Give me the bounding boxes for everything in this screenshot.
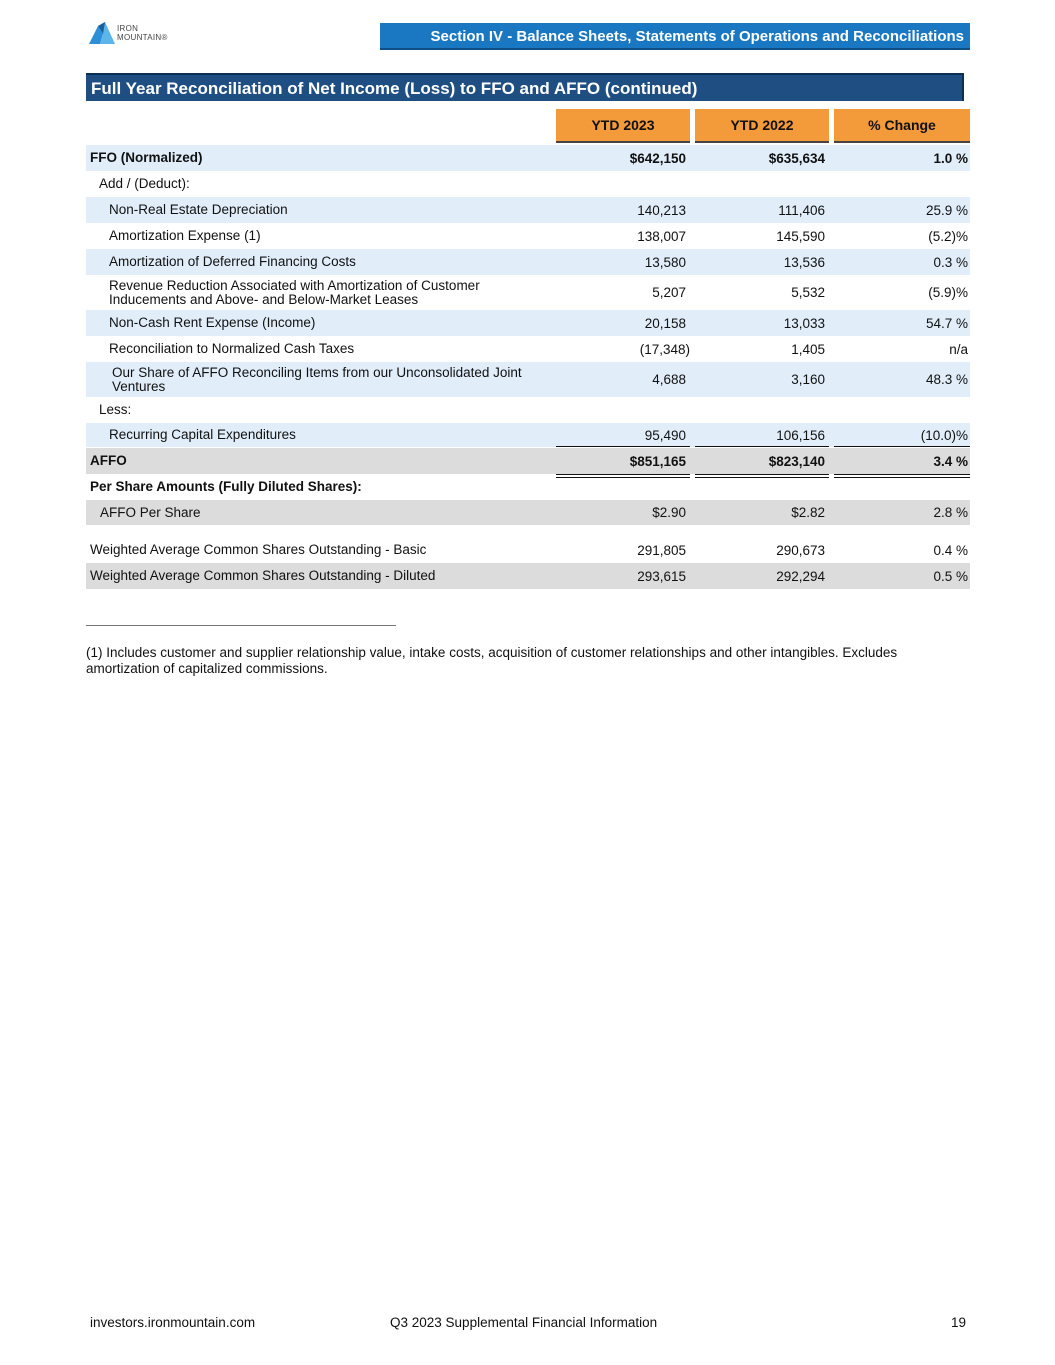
cell-ytd-2023: 95,490 xyxy=(644,427,686,443)
cell-ytd-2023: 20,158 xyxy=(644,315,686,331)
mountain-icon xyxy=(89,22,115,44)
footer-website-link[interactable]: investors.ironmountain.com xyxy=(90,1315,256,1330)
row-label: Amortization of Deferred Financing Costs xyxy=(109,254,356,269)
table-row xyxy=(86,171,970,197)
cell-percent-change: (5.9)% xyxy=(928,285,968,300)
table-row xyxy=(86,310,970,336)
cell-ytd-2023: 140,213 xyxy=(637,202,686,218)
row-label: Non-Real Estate Depreciation xyxy=(109,202,288,217)
cell-percent-change: n/a xyxy=(949,341,968,357)
logo-wordmark: IRON MOUNTAIN® xyxy=(117,24,168,42)
row-label: Weighted Average Common Shares Outstanding - Basic xyxy=(90,542,427,557)
cell-ytd-2022: 111,406 xyxy=(778,202,825,218)
table-row xyxy=(86,500,970,525)
cell-ytd-2022: 13,033 xyxy=(783,315,825,331)
section-header: Section IV - Balance Sheets, Statements of Operations and Reconciliations xyxy=(380,23,970,50)
row-label: FFO (Normalized) xyxy=(90,150,203,165)
row-label: Non-Cash Rent Expense (Income) xyxy=(109,315,316,330)
table-row xyxy=(86,423,970,447)
table-row xyxy=(86,362,970,397)
table-row xyxy=(86,448,970,474)
cell-percent-change: 1.0 % xyxy=(933,150,968,166)
column-header-ytd-2022: YTD 2022 xyxy=(695,109,829,143)
cell-ytd-2023: 5,207 xyxy=(652,285,686,300)
cell-percent-change: (10.0)% xyxy=(920,427,968,443)
cell-percent-change: (5.2)% xyxy=(928,228,968,244)
subtotal-rule xyxy=(834,446,970,447)
footnote: (1) Includes customer and supplier relationship value, intake costs, acquisition of customer relationships and other intangibles. Excludes amortization of capitalized commissions. xyxy=(86,645,898,676)
column-header-percent-change: % Change xyxy=(834,109,970,143)
page-title: Full Year Reconciliation of Net Income (Loss) to FFO and AFFO (continued) xyxy=(86,73,964,101)
row-label: Less: xyxy=(99,402,132,417)
total-double-rule xyxy=(695,474,829,475)
cell-ytd-2023: 4,688 xyxy=(652,372,686,387)
cell-ytd-2023: $851,165 xyxy=(629,453,686,469)
row-label: AFFO Per Share xyxy=(100,504,201,520)
row-label: Per Share Amounts (Fully Diluted Shares): xyxy=(90,479,362,494)
cell-percent-change: 0.3 % xyxy=(933,254,968,270)
table-row xyxy=(86,563,970,589)
total-double-rule xyxy=(834,477,970,478)
table-row xyxy=(86,397,970,423)
total-double-rule xyxy=(834,474,970,475)
row-label: Our Share of AFFO Reconciling Items from our Unconsolidated Joint Ventures xyxy=(112,364,522,394)
cell-percent-change: 25.9 % xyxy=(925,202,968,218)
column-header-ytd-2023: YTD 2023 xyxy=(556,109,690,143)
footer-document-title: Q3 2023 Supplemental Financial Information xyxy=(390,1315,658,1330)
cell-ytd-2023: 13,580 xyxy=(644,254,686,270)
footnote-divider xyxy=(86,625,396,626)
cell-percent-change: 48.3 % xyxy=(925,372,968,387)
table-row xyxy=(86,223,970,249)
row-label: Add / (Deduct): xyxy=(99,176,190,191)
row-label: Recurring Capital Expenditures xyxy=(109,427,296,442)
cell-ytd-2022: 106,156 xyxy=(776,427,825,443)
cell-percent-change: 0.4 % xyxy=(933,542,968,558)
cell-ytd-2023: 138,007 xyxy=(637,228,686,244)
cell-percent-change: 0.5 % xyxy=(933,568,968,584)
total-double-rule xyxy=(556,477,690,478)
row-label: Reconciliation to Normalized Cash Taxes xyxy=(109,341,355,356)
total-double-rule xyxy=(695,477,829,478)
cell-percent-change: 2.8 % xyxy=(933,505,968,520)
page-number: 19 xyxy=(951,1315,967,1330)
cell-ytd-2022: $635,634 xyxy=(768,150,825,166)
cell-ytd-2022: 145,590 xyxy=(776,228,825,244)
cell-ytd-2023: 291,805 xyxy=(637,542,686,558)
table-row xyxy=(86,336,970,362)
cell-ytd-2023: 293,615 xyxy=(637,568,686,584)
cell-ytd-2022: 290,673 xyxy=(776,542,825,558)
subtotal-rule xyxy=(556,446,690,447)
cell-ytd-2022: 292,294 xyxy=(776,568,825,584)
row-label: Amortization Expense (1) xyxy=(109,228,261,243)
cell-ytd-2023: (17,348) xyxy=(639,341,690,357)
table-row xyxy=(86,275,970,310)
cell-percent-change: 54.7 % xyxy=(925,315,968,331)
cell-ytd-2023: $642,150 xyxy=(629,150,686,166)
cell-ytd-2022: 13,536 xyxy=(783,254,825,270)
subtotal-rule xyxy=(695,446,829,447)
row-label: Weighted Average Common Shares Outstanding - Diluted xyxy=(90,568,436,583)
cell-ytd-2022: $2.82 xyxy=(791,505,825,520)
cell-ytd-2022: 1,405 xyxy=(791,341,825,357)
table-row xyxy=(86,145,970,171)
cell-ytd-2022: 5,532 xyxy=(791,285,825,300)
cell-ytd-2022: $823,140 xyxy=(768,453,825,469)
row-label: AFFO xyxy=(90,453,127,468)
table-row xyxy=(86,537,970,563)
cell-percent-change: 3.4 % xyxy=(933,453,968,469)
cell-ytd-2023: $2.90 xyxy=(652,505,686,520)
row-label: Revenue Reduction Associated with Amortization of Customer Inducements and Above- and Below-Market Leases xyxy=(109,277,480,307)
iron-mountain-logo xyxy=(89,22,179,46)
cell-ytd-2022: 3,160 xyxy=(791,372,825,387)
table-row xyxy=(86,249,970,275)
total-double-rule xyxy=(556,474,690,475)
table-row xyxy=(86,197,970,223)
